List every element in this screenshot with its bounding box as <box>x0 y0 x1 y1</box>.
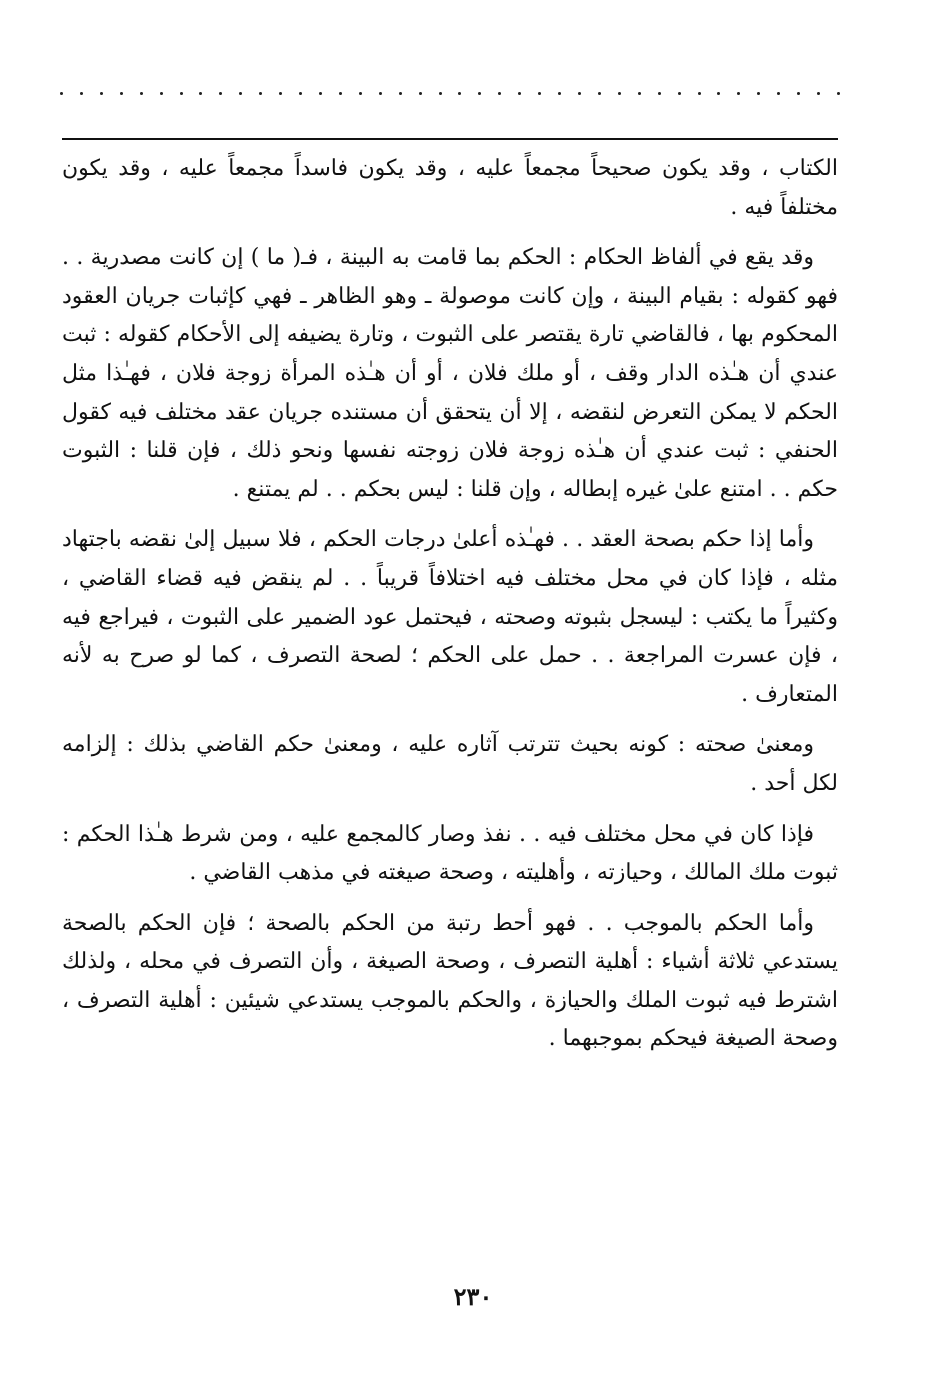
header-dot <box>817 92 820 95</box>
header-dotted-line <box>60 78 840 108</box>
paragraph-1: الكتاب ، وقد يكون صحيحاً مجمعاً عليه ، وقد يكون فاسداً مجمعاً عليه ، وقد يكون مختلفاً فيه . <box>62 156 838 220</box>
header-dot <box>498 92 501 95</box>
header-dot <box>797 92 800 95</box>
header-dot <box>518 92 521 95</box>
header-rule <box>62 138 838 140</box>
header-dot <box>757 92 760 95</box>
header-dot <box>638 92 641 95</box>
header-dot <box>259 92 262 95</box>
header-dot <box>538 92 541 95</box>
paragraph-3: وأما إذا حكم بصحة العقد . . فهـٰذه أعلىٰ درجات الحكم ، فلا سبيل إلىٰ نقضه باجتهاد مثله ، فإذا كان في محل مختلف فيه اختلافاً قريباً . . لم ينقض فيه قضاء القاضي ، وكثيراً ما يكتب : ليسجل بثبوته وصحته ، فيحتمل عود الضمير على الثبوت ، فيراجع فيه ، فإن عسرت المراجعة . . حمل على الحكم ؛ لصحة التصرف ، كما لو صرح به لأنه المتعارف . <box>62 527 838 707</box>
header-dot <box>598 92 601 95</box>
header-dot <box>777 92 780 95</box>
header-dot <box>120 92 123 95</box>
header-dot <box>199 92 202 95</box>
header-dot <box>678 92 681 95</box>
paragraph-5: فإذا كان في محل مختلف فيه . . نفذ وصار كالمجمع عليه ، ومن شرط هـٰذا الحكم : ثبوت ملك المالك ، وحيازته ، وأهليته ، وصحة صيغته في مذهب القاضي . <box>62 821 838 886</box>
header-dot <box>419 92 422 95</box>
header-dot <box>180 92 183 95</box>
header-dot <box>80 92 83 95</box>
header-dot <box>359 92 362 95</box>
header-dot <box>399 92 402 95</box>
header-dot <box>219 92 222 95</box>
header-dot <box>279 92 282 95</box>
header-dot <box>439 92 442 95</box>
paragraph-4: ومعنىٰ صحته : كونه بحيث تترتب آثاره عليه ، ومعنىٰ حكم القاضي بذلك : إلزامه لكل أحد . <box>62 732 838 796</box>
header-dot <box>837 92 840 95</box>
page-number: ٢٣٠ <box>453 1282 493 1311</box>
header-dot <box>379 92 382 95</box>
header-dot <box>478 92 481 95</box>
header-dot <box>299 92 302 95</box>
header-dot <box>339 92 342 95</box>
header-dot <box>558 92 561 95</box>
header-dot <box>60 92 63 95</box>
header-dot <box>737 92 740 95</box>
header-dot <box>717 92 720 95</box>
header-dot <box>458 92 461 95</box>
paragraph-6: وأما الحكم بالموجب . . فهو أحط رتبة من الحكم بالصحة ؛ فإن الحكم بالصحة يستدعي ثلاثة أشياء : أهلية التصرف ، وصحة الصيغة ، وأن التصرف في محله ، ولذلك اشترط فيه ثبوت الملك والحيازة ، والحكم بالموجب يستدعي شيئين : أهلية التصرف ، وصحة الصيغة فيحكم بموجبهما . <box>62 910 838 1052</box>
header-dot <box>578 92 581 95</box>
header-dot <box>100 92 103 95</box>
page-body <box>62 150 838 1071</box>
header-dot <box>140 92 143 95</box>
header-dot <box>698 92 701 95</box>
paragraph-2: وقد يقع في ألفاظ الحكام : الحكم بما قامت به البينة ، فـ( ما ) إن كانت مصدرية . . فهو كقوله : بقيام البينة ، وإن كانت موصولة ـ وهو الظاهر ـ فهي كإثبات جريان العقود المحكوم بها ، فالقاضي تارة يقتصر على الثبوت ، وتارة يضيفه إلى الأحكام كقوله : ثبت عندي أن هـٰذه الدار وقف ، أو ملك فلان ، أو أن هـٰذه المرأة زوجة فلان ، فهـٰذا مثل الحكم لا يمكن التعرض لنقضه ، إلا أن يتحقق أن مستنده جريان عقد مختلف فيه كقول الحنفي : ثبت عندي أن هـٰذه زوجة فلان زوجته نفسها ونحو ذلك ، فإن قلنا : الثبوت حكم . . امتنع علىٰ غيره إبطاله ، وإن قلنا : ليس بحكم . . لم يمتنع . <box>62 245 838 502</box>
header-dot <box>239 92 242 95</box>
header-dot <box>618 92 621 95</box>
header-dot <box>658 92 661 95</box>
header-dot <box>160 92 163 95</box>
header-dot <box>319 92 322 95</box>
